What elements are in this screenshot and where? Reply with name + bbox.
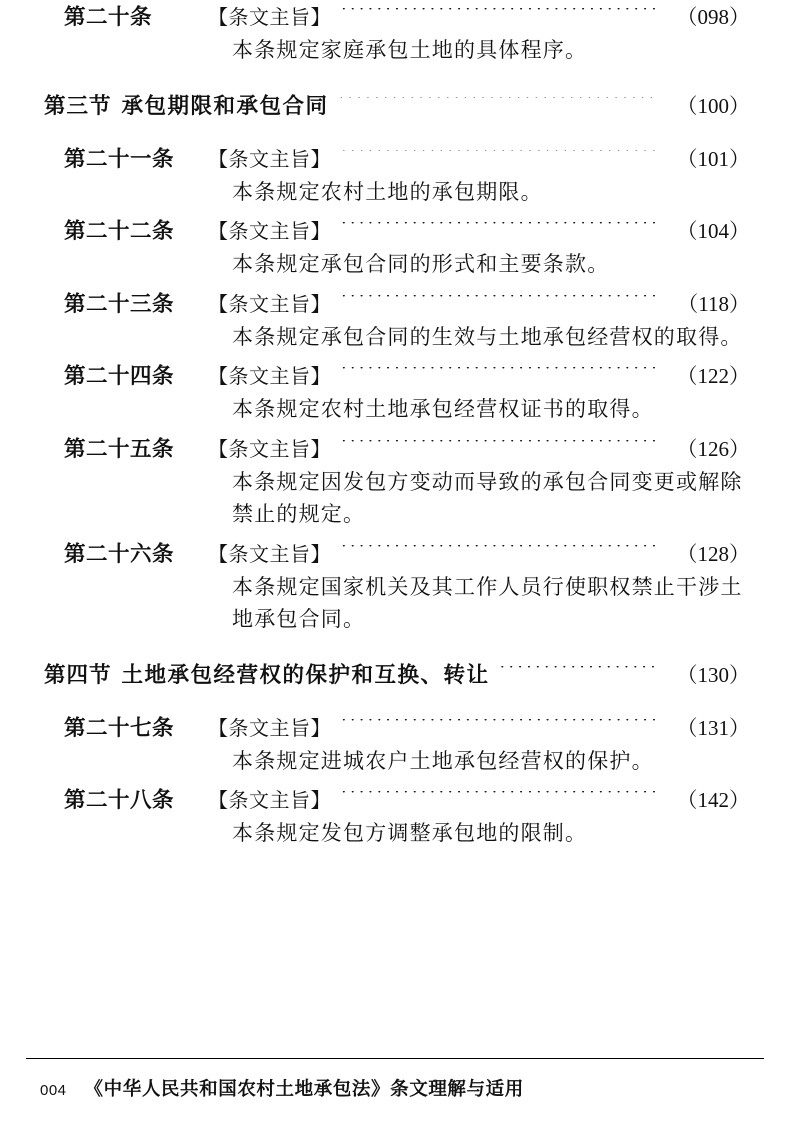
dot-leader (341, 295, 658, 311)
toc-entry-section[interactable] (40, 89, 750, 120)
dot-leader (341, 8, 658, 24)
toc-section-label: 第四节 (44, 662, 112, 687)
toc-article-label: 第二十五条 (64, 436, 175, 461)
toc-entry-line (40, 783, 750, 814)
dot-leader (339, 97, 658, 113)
toc-article-description: 本条规定承包合同的形式和主要条款。 (232, 252, 610, 277)
toc-article-label: 第二十一条 (64, 146, 175, 171)
toc-article-zhuzhi: 【条文主旨】 (208, 221, 331, 244)
toc-entry-line (40, 214, 750, 245)
dot-leader (500, 666, 658, 682)
toc-article-description: 本条规定农村土地的承包期限。 (232, 179, 543, 204)
toc-article-label: 第二十条 (64, 5, 153, 29)
toc-entry-line (40, 287, 750, 318)
toc-article-label: 第二十六条 (64, 541, 175, 566)
toc-page-number: （118） (677, 291, 750, 316)
toc-page-number: （122） (676, 364, 750, 389)
dot-leader (341, 222, 658, 238)
toc-article-description: 本条规定发包方调整承包地的限制。 (232, 821, 588, 846)
toc-article-zhuzhi: 【条文主旨】 (208, 438, 331, 461)
dot-leader (341, 150, 658, 166)
toc-entry-article[interactable] (40, 359, 750, 426)
toc-page-number: （131） (676, 715, 750, 740)
toc-page-number: （128） (676, 541, 750, 566)
toc-page-number: （101） (676, 146, 750, 171)
toc-entry-line (40, 711, 750, 742)
toc-article-label: 第二十四条 (64, 364, 175, 389)
toc-section-title: 土地承包经营权的保护和互换、转让 (121, 662, 490, 687)
toc-article-description: 本条规定家庭承包土地的具体程序。 (232, 38, 588, 62)
toc-article-zhuzhi: 【条文主旨】 (208, 543, 331, 566)
dot-leader (341, 545, 658, 561)
toc-entry-article[interactable] (40, 0, 750, 67)
toc-entry-article[interactable] (40, 711, 750, 778)
toc-article-zhuzhi: 【条文主旨】 (208, 293, 331, 316)
toc-page-number: （142） (676, 788, 750, 813)
toc-entry-article[interactable] (40, 142, 750, 209)
toc-section-label: 第三节 (44, 93, 112, 118)
toc-article-zhuzhi: 【条文主旨】 (208, 7, 331, 29)
toc-article-zhuzhi: 【条文主旨】 (208, 790, 331, 813)
toc-entry-line (40, 432, 750, 463)
toc-entry-line (40, 359, 750, 390)
dot-leader (341, 367, 658, 383)
toc-entry-article[interactable] (40, 214, 750, 281)
dot-leader (341, 791, 658, 807)
toc-entry-line (40, 537, 750, 568)
toc-entry-article[interactable] (40, 432, 750, 531)
dot-leader (341, 719, 658, 735)
toc-section-title: 承包期限和承包合同 (121, 93, 329, 118)
toc-page-number: （104） (676, 219, 750, 244)
footer-divider (26, 1058, 764, 1059)
toc-entry-article[interactable] (40, 287, 750, 354)
toc-article-zhuzhi: 【条文主旨】 (208, 717, 331, 740)
toc-article-zhuzhi: 【条文主旨】 (208, 148, 331, 171)
footer-book-title: 《中华人民共和国农村土地承包法》条文理解与适用 (84, 1080, 524, 1100)
page-footer (0, 1075, 790, 1101)
toc-article-label: 第二十三条 (64, 291, 175, 316)
toc-entry-article[interactable] (40, 783, 750, 850)
toc-page-number: （126） (676, 436, 750, 461)
toc-article-label: 第二十七条 (64, 715, 175, 740)
toc-article-description: 本条规定进城农户土地承包经营权的保护。 (232, 748, 654, 773)
dot-leader (341, 440, 658, 456)
toc-article-label: 第二十二条 (64, 219, 175, 244)
toc-article-zhuzhi: 【条文主旨】 (208, 366, 331, 389)
toc-entry-line (40, 142, 750, 173)
toc-article-label: 第二十八条 (64, 788, 175, 813)
toc-entry-line (40, 658, 750, 689)
toc-article-description: 本条规定因发包方变动而导致的承包合同变更或解除禁止的规定。 (232, 469, 743, 527)
toc-entry-line (40, 89, 750, 120)
toc-page-number: （100） (676, 93, 750, 118)
toc-page-number: （130） (676, 662, 750, 687)
toc-entry-line (40, 0, 750, 31)
page-folio: 004 (40, 1082, 67, 1099)
toc-article-description: 本条规定国家机关及其工作人员行使职权禁止干涉土地承包合同。 (232, 574, 743, 632)
toc-entry-section[interactable] (40, 658, 750, 689)
toc-article-description: 本条规定承包合同的生效与土地承包经营权的取得。 (232, 324, 743, 349)
toc-article-description: 本条规定农村土地承包经营权证书的取得。 (232, 397, 654, 422)
toc-entry-article[interactable] (40, 537, 750, 636)
toc-page-number: （098） (676, 5, 750, 29)
